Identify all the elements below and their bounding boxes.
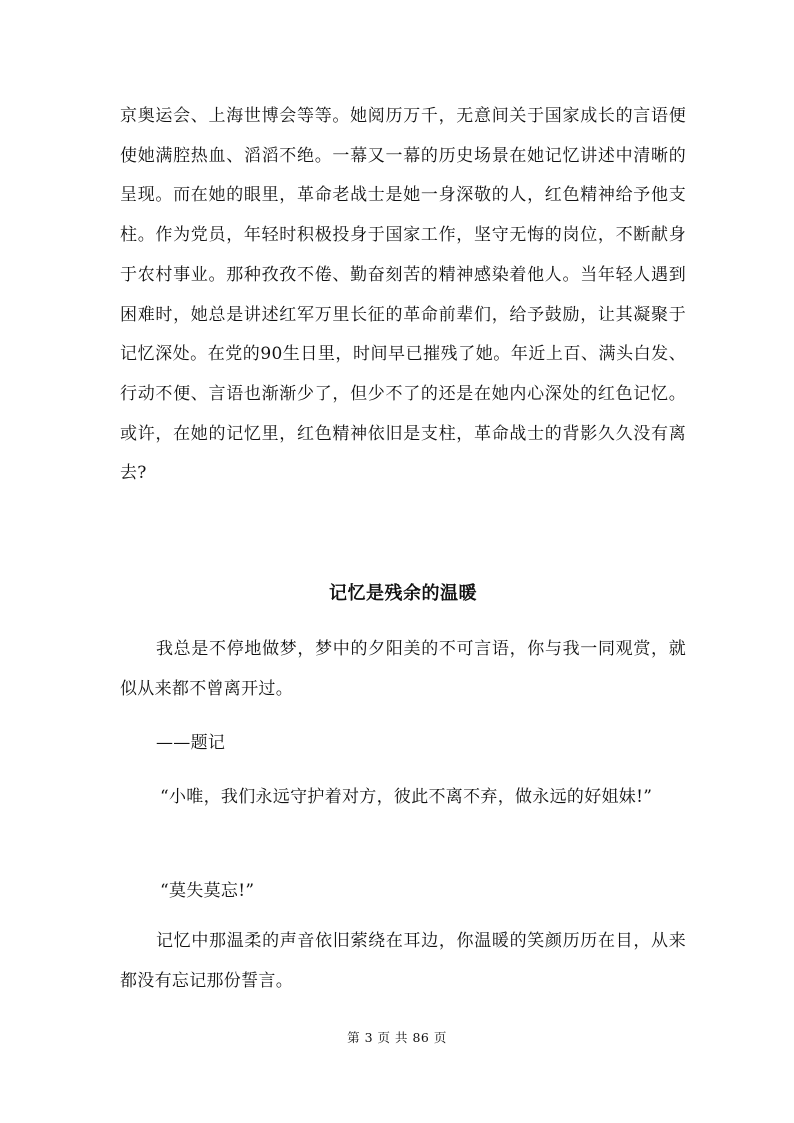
epigraph: 我总是不停地做梦，梦中的夕阳美的不可言语，你与我一同观赏，就似从来都不曾离开过。	[120, 639, 686, 699]
body-paragraph: 京奥运会、上海世博会等等。她阅历万千，无意间关于国家成长的言语便使她满腔热血、滔滔不绝。一幕又一幕的历史场景在她记忆讲述中清晰的呈现。而在她的眼里，革命老战士是她一身深敬的人，红色精神给予他支柱。作为党员，年轻时积极投身于国家工作，坚守无悔的岗位，不断献身于农村事业。那种孜孜不倦、勤奋刻苦的精神感染着他人。当年轻人遇到困难时，她总是讲述红军万里长征的革命前辈们，给予鼓励，让其凝聚于记忆深处。在党的90生日里，时间早已摧残了她。年近上百、满头白发、行动不便、言语也渐渐少了，但少不了的还是在她内心深处的红色记忆。或许，在她的记忆里，红色精神依旧是支柱，革命战士的背影久久没有离去?	[120, 106, 686, 484]
page-number: 第 3 页 共 86 页	[347, 1030, 447, 1045]
dialogue-line: “莫失莫忘!”	[160, 881, 255, 901]
dialogue-line: “小唯，我们永远守护着对方，彼此不离不弃，做永远的好姐妹!”	[160, 787, 653, 807]
section-title: 记忆是残余的温暖	[329, 583, 477, 604]
body-paragraph: 记忆中那温柔的声音依旧萦绕在耳边，你温暖的笑颜历历在目，从来都没有忘记那份誓言。	[120, 931, 686, 991]
epigraph-attribution: ——题记	[156, 733, 226, 753]
